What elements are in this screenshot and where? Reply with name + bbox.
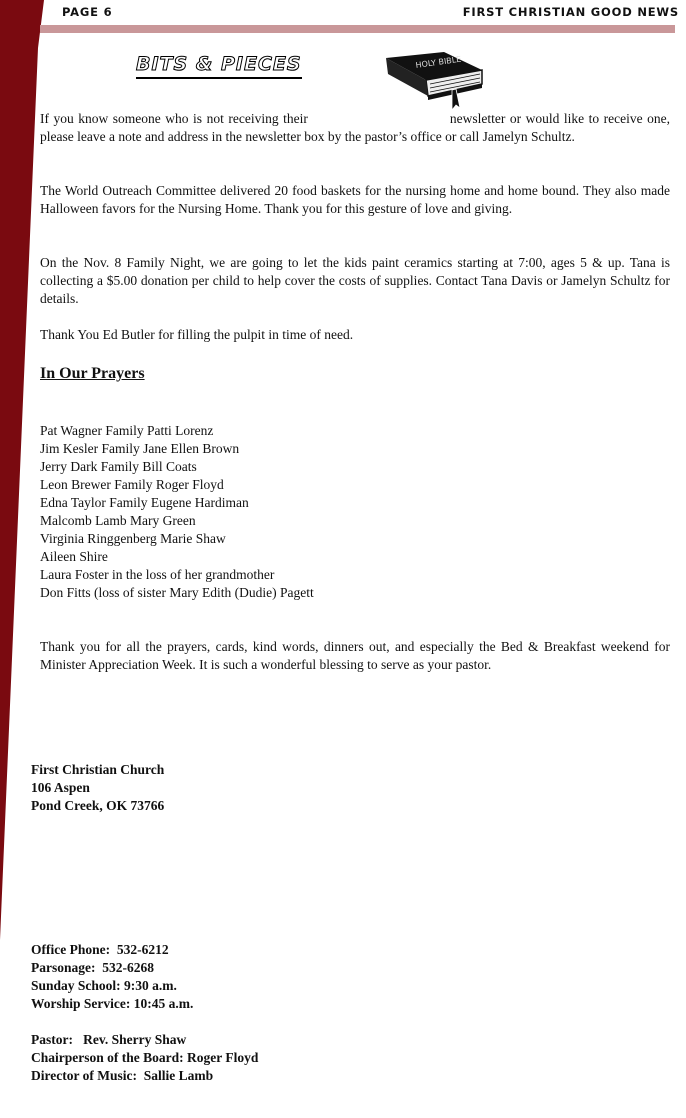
list-item: Virginia Ringgenberg Marie Shaw [40,531,226,546]
address-line: First Christian Church [31,762,165,777]
staff-line: Chairperson of the Board: Roger Floyd [31,1050,259,1065]
contact-line: Parsonage: 532-6268 [31,960,154,975]
church-address [31,761,164,815]
list-item: Pat Wagner Family Patti Lorenz [40,423,214,438]
list-item: Don Fitts (loss of sister Mary Edith (Dudie) Pagett [40,585,314,600]
section-title: BITS & PIECES [136,52,302,79]
book-lettering: HOLY BIBLE [415,54,462,70]
address-line: Pond Creek, OK 73766 [31,798,165,813]
list-item: Malcomb Lamb Mary Green [40,513,196,528]
staff-line: Pastor: Rev. Sherry Shaw [31,1032,187,1047]
staff-line: Director of Music: Sallie Lamb [31,1068,214,1083]
newsletter-title: FIRST CHRISTIAN GOOD NEWS [462,5,679,19]
address-line: 106 Aspen [31,780,90,795]
page-number: PAGE 6 [62,5,113,19]
contact-line: Office Phone: 532-6212 [31,942,169,957]
paragraph-family-night: On the Nov. 8 Family Night, we are going to let the kids paint ceramics starting at 7:00, ages 5 & up. Tana is collecting a $5.00 donation per child to help cover the costs of supplies. Contact Tana Davis or Jamelyn Schultz for details. [40,255,670,306]
list-item: Laura Foster in the loss of her grandmother [40,567,275,582]
prayers-heading: In Our Prayers [40,365,145,382]
contact-line: Worship Service: 10:45 a.m. [31,996,194,1011]
list-item: Aileen Shire [40,549,108,564]
staff-info [31,1031,258,1085]
list-item: Jerry Dark Family Bill Coats [40,459,197,474]
contact-line: Sunday School: 9:30 a.m. [31,978,177,993]
bible-icon [382,50,484,112]
prayer-list [40,422,314,602]
paragraph-thanks-ed-butler: Thank You Ed Butler for filling the pulpit in time of need. [40,327,354,342]
contact-info [31,941,193,1013]
list-item: Leon Brewer Family Roger Floyd [40,477,224,492]
paragraph-world-outreach: The World Outreach Committee delivered 20 food baskets for the nursing home and home bound. They also made Halloween favors for the Nursing Home. Thank you for this gesture of love and giving. [40,183,670,216]
list-item: Jim Kesler Family Jane Ellen Brown [40,441,240,456]
header-rule [40,25,675,33]
paragraph-pastor-thanks: Thank you for all the prayers, cards, kind words, dinners out, and especially the Bed & Breakfast weekend for Minister Appreciation Week. It is such a wonderful blessing to serve as your pastor. [40,639,670,672]
paragraph-newsletter: If you know someone who is not receiving their newsletter or would like to receive one, please leave a note and address in the newsletter box by the pastor’s office or call Jamelyn Schultz. [40,111,670,144]
list-item: Edna Taylor Family Eugene Hardiman [40,495,249,510]
